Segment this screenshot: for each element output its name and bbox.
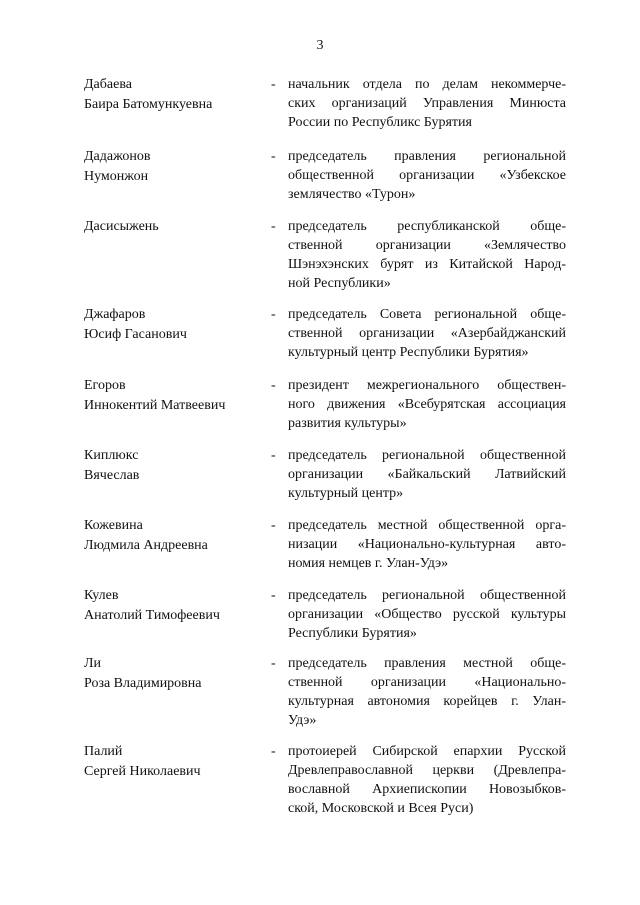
member-given-name: Юсиф Гасанович — [84, 327, 187, 342]
member-name — [84, 742, 254, 782]
position-line: развития культуры» — [288, 416, 407, 431]
member-name — [84, 305, 254, 345]
position-line: ских организаций Управления Минюста — [288, 96, 566, 111]
member-name — [84, 446, 254, 486]
member-surname: Джафаров — [84, 307, 146, 322]
member-given-name: Иннокентий Матвеевич — [84, 398, 226, 413]
position-line: начальник отдела по делам некоммерче- — [288, 77, 566, 92]
member-position — [288, 516, 566, 573]
member-name — [84, 516, 254, 556]
member-position — [288, 376, 566, 433]
position-line: председатель местной общественной орга- — [288, 518, 566, 533]
position-line: России по Республикс Бурятия — [288, 115, 472, 130]
position-line: вославной Архиепископии Новозыбков- — [288, 782, 566, 797]
member-given-name: Роза Владимировна — [84, 676, 202, 691]
position-line: культурная автономия корейцев г. Улан- — [288, 694, 566, 709]
member-surname: Кожевина — [84, 518, 143, 533]
position-line: землячество «Турон» — [288, 187, 416, 202]
dash-separator: - — [271, 588, 276, 603]
position-line: Удэ» — [288, 713, 317, 728]
position-line: председатель правления региональной — [288, 149, 566, 164]
member-position — [288, 446, 566, 503]
position-line: ственной организации «Азербайджанский — [288, 326, 566, 341]
position-line: ской, Московской и Всея Руси) — [288, 801, 474, 816]
position-line: ного движения «Всебурятская ассоциация — [288, 397, 566, 412]
position-line: председатель Совета региональной обще- — [288, 307, 566, 322]
position-line: председатель региональной общественной — [288, 448, 566, 463]
position-line: номия немцев г. Улан-Удэ» — [288, 556, 449, 571]
member-name — [84, 75, 254, 115]
position-line: ственной организации «Национально- — [288, 675, 566, 690]
position-line: протоиерей Сибирской епархии Русской — [288, 744, 566, 759]
member-given-name: Нумонжон — [84, 169, 149, 184]
member-surname: Дасисыжень — [84, 219, 159, 234]
member-name — [84, 217, 254, 237]
position-line: культурный центр» — [288, 486, 404, 501]
position-line: президент межрегионального обществен- — [288, 378, 566, 393]
member-surname: Дадажонов — [84, 149, 151, 164]
member-position — [288, 586, 566, 643]
member-name — [84, 376, 254, 416]
member-surname: Дабаева — [84, 77, 132, 92]
member-position — [288, 147, 566, 204]
position-line: Древлеправославной церкви (Древлепра- — [288, 763, 566, 778]
member-position — [288, 654, 566, 730]
page-number: 3 — [316, 38, 324, 53]
member-given-name: Баира Батомункуевна — [84, 97, 213, 112]
position-line: общественной организации «Узбекское — [288, 168, 566, 183]
position-line: Шэнэхэнских бурят из Китайской Народ- — [288, 257, 566, 272]
dash-separator: - — [271, 448, 276, 463]
member-given-name: Анатолий Тимофеевич — [84, 608, 220, 623]
dash-separator: - — [271, 149, 276, 164]
position-line: ственной организации «Землячество — [288, 238, 566, 253]
member-name — [84, 586, 254, 626]
position-line: Республики Бурятия» — [288, 626, 417, 641]
position-line: председатель правления местной обще- — [288, 656, 566, 671]
dash-separator: - — [271, 378, 276, 393]
member-position — [288, 742, 566, 818]
member-given-name: Сергей Николаевич — [84, 764, 201, 779]
member-position — [288, 75, 566, 132]
member-position — [288, 305, 566, 362]
dash-separator: - — [271, 744, 276, 759]
member-given-name: Людмила Андреевна — [84, 538, 208, 553]
dash-separator: - — [271, 656, 276, 671]
member-surname: Палий — [84, 744, 123, 759]
dash-separator: - — [271, 219, 276, 234]
member-name — [84, 654, 254, 694]
member-surname: Егоров — [84, 378, 126, 393]
position-line: низации «Национально-культурная авто- — [288, 537, 566, 552]
position-line: организации «Общество русской культуры — [288, 607, 566, 622]
member-position — [288, 217, 566, 293]
dash-separator: - — [271, 307, 276, 322]
member-surname: Киплюкс — [84, 448, 139, 463]
position-line: ной Республики» — [288, 276, 391, 291]
member-surname: Ли — [84, 656, 101, 671]
position-line: культурный центр Республики Бурятия» — [288, 345, 529, 360]
dash-separator: - — [271, 77, 276, 92]
position-line: председатель региональной общественной — [288, 588, 566, 603]
dash-separator: - — [271, 518, 276, 533]
member-surname: Кулев — [84, 588, 119, 603]
member-given-name: Вячеслав — [84, 468, 140, 483]
member-name — [84, 147, 254, 187]
position-line: организации «Байкальский Латвийский — [288, 467, 566, 482]
position-line: председатель республиканской обще- — [288, 219, 566, 234]
